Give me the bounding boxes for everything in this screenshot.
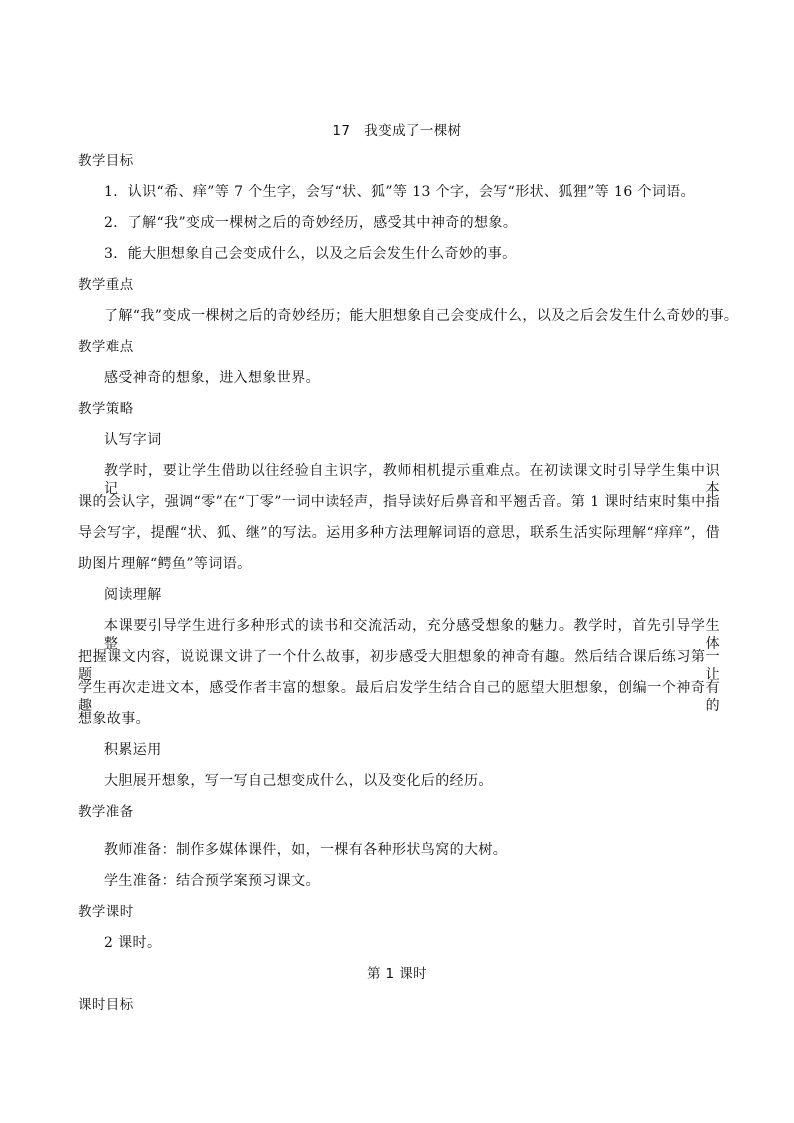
objective-item: 2．了解“我”变成一棵树之后的奇妙经历，感受其中神奇的想象。 bbox=[104, 215, 518, 231]
paragraph-line: 想象故事。 bbox=[78, 711, 150, 727]
key-points-text: 了解“我”变成一棵树之后的奇妙经历；能大胆想象自己会变成什么，以及之后会发生什么奇妙的事。 bbox=[104, 308, 739, 324]
subheading-vocabulary: 认写字词 bbox=[104, 432, 162, 448]
paragraph-line: 助图片理解“鳄鱼”等词语。 bbox=[78, 556, 252, 572]
section-heading-periods: 教学课时 bbox=[78, 904, 134, 920]
section-heading-lesson-objectives: 课时目标 bbox=[78, 997, 134, 1013]
paragraph-line: 教学时，要让学生借助以往经验自主识字，教师相机提示重难点。在初读课文时引导学生集中识记本 bbox=[104, 463, 720, 497]
objective-item: 3．能大胆想象自己会变成什么，以及之后会发生什么奇妙的事。 bbox=[104, 246, 517, 262]
paragraph-line: 大胆展开想象，写一写自己想变成什么，以及变化后的经历。 bbox=[104, 773, 493, 789]
section-heading-strategies: 教学策略 bbox=[78, 401, 134, 417]
section-heading-preparation: 教学准备 bbox=[78, 804, 134, 820]
student-preparation: 学生准备：结合预学案预习课文。 bbox=[104, 873, 320, 889]
lesson-heading: 第 1 课时 bbox=[366, 966, 428, 982]
paragraph-line: 导会写字，提醒“状、狐、继”的写法。运用多种方法理解词语的意思，联系生活实际理解“痒痒”，借 bbox=[78, 525, 720, 541]
paragraph-line: 课的会认字，强调“零”在“丁零”一词中读轻声，指导读好后鼻音和平翘舌音。第 1 课时结束时集中指 bbox=[78, 494, 720, 510]
section-heading-objectives: 教学目标 bbox=[78, 153, 134, 169]
paragraph-line: 本课要引导学生进行多种形式的读书和交流活动，充分感受想象的魅力。教学时，首先引导学生整体 bbox=[104, 618, 720, 652]
paragraph-line: 学生再次走进文本，感受作者丰富的想象。最后启发学生结合自己的愿望大胆想象，创编一个神奇有趣的 bbox=[78, 680, 720, 714]
paragraph-line: 把握课文内容，说说课文讲了一个什么故事，初步感受大胆想象的神奇有趣。然后结合课后练习第一题让 bbox=[78, 649, 720, 683]
objective-item: 1．认识“希、痒”等 7 个生字，会写“状、狐”等 13 个字，会写“形状、狐狸”等 16 个词语。 bbox=[104, 184, 696, 200]
section-heading-difficulties: 教学难点 bbox=[78, 339, 134, 355]
subheading-application: 积累运用 bbox=[104, 742, 162, 758]
difficulties-text: 感受神奇的想象，进入想象世界。 bbox=[104, 370, 320, 386]
page-title: 17 我变成了一棵树 bbox=[332, 123, 462, 139]
subheading-reading: 阅读理解 bbox=[104, 587, 162, 603]
section-heading-key-points: 教学重点 bbox=[78, 277, 134, 293]
periods-text: 2 课时。 bbox=[104, 935, 162, 951]
teacher-preparation: 教师准备：制作多媒体课件，如，一棵有各种形状鸟窝的大树。 bbox=[104, 842, 508, 858]
